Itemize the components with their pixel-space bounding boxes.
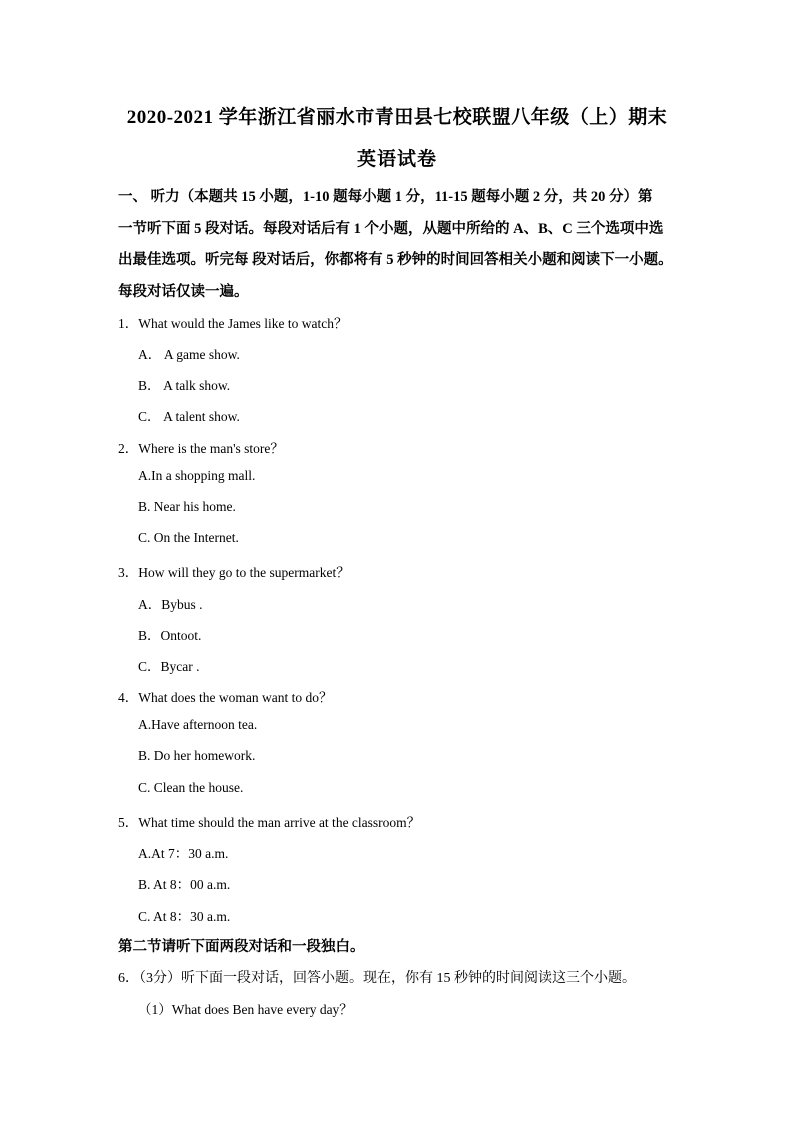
question-2-option-b: B. Near his home. (138, 499, 236, 514)
question-2-option-c: C. On the Internet. (138, 530, 239, 545)
question-3-option-c: C．Bycar . (138, 659, 200, 674)
section2-heading: 第二节请听下面两段对话和一段独白。 (118, 939, 365, 955)
exam-title-line1: 2020-2021 学年浙江省丽水市青田县七校联盟八年级（上）期末 (126, 107, 668, 128)
instruction-line: 出最佳选项。听完每 段对话后，你都将有 5 秒钟的时间回答相关小题和阅读下一小题。 (118, 252, 673, 268)
section1-instructions (118, 182, 678, 308)
question-2-stem: 2．Where is the man's store？ (118, 441, 284, 456)
instruction-line: 一、 听力（本题共 15 小题，1-10 题每小题 1 分，11-15 题每小题 2 分，共 20 分）第 (118, 189, 653, 205)
exam-title-line2: 英语试卷 (356, 149, 437, 170)
instruction-line: 一节听下面 5 段对话。每段对话后有 1 个小题，从题中所给的 A、B、C 三个选项中选 (118, 220, 664, 237)
question-5-stem: 5．What time should the man arrive at the classroom？ (118, 815, 421, 830)
question-1-stem: 1．What would the James like to watch？ (118, 316, 348, 331)
question-1-option-c: C． A talent show. (138, 409, 240, 424)
question-4-option-a: A.Have afternoon tea. (138, 717, 258, 732)
question-2-option-a: A.In a shopping mall. (138, 468, 256, 483)
question-1-option-b: B． A talk show. (138, 378, 231, 393)
question-5-option-b: B. At 8：00 a.m. (138, 877, 231, 892)
question-4-option-c: C. Clean the house. (138, 780, 244, 795)
question-3-stem: 3．How will they go to the supermarket？ (118, 565, 350, 580)
question-3-option-b: B．Ontoot. (138, 628, 202, 643)
question-6-stem: 6．（3分）听下面一段对话，回答小题。现在，你有 15 秒钟的时间阅读这三个小题。 (118, 971, 636, 986)
question-1-option-a: A． A game show. (138, 347, 240, 362)
instruction-line: 每段对话仅读一遍。 (118, 283, 249, 300)
question-4-stem: 4．What does the woman want to do？ (118, 690, 333, 705)
question-6-subquestion-1: （1）What does Ben have every day？ (138, 1002, 353, 1017)
question-5-option-c: C. At 8：30 a.m. (138, 909, 231, 924)
question-4-option-b: B. Do her homework. (138, 748, 256, 763)
question-5-option-a: A.At 7：30 a.m. (138, 846, 229, 861)
question-3-option-a: A．Bybus . (138, 597, 203, 612)
